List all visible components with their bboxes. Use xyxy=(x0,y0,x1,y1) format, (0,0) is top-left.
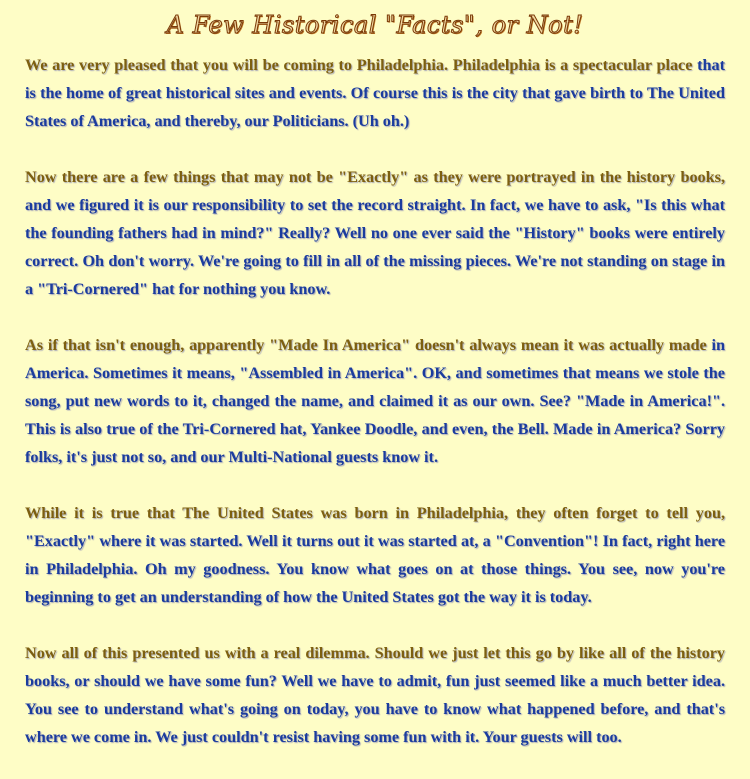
paragraph-rest: and we figured it is our responsibility to set the record straight. In fact, we have to ask, "Is this what the founding fathers had in mind?" Really? Well no one ever said the "History" books were entirely correct. Oh don't worry. We're going to fill in all of the missing pieces. We're not standing on stage in a "Tri-Cornered" hat for nothing you know. xyxy=(25,196,725,298)
paragraph-rest: in America. Sometimes it means, "Assembled in America". OK, and sometimes that means we stole the song, put new words to it, changed the name, and claimed it as our own. See? "Made in America!". This is also true of the Tri-Cornered hat, Yankee Doodle, and even, the Bell. Made in America? Sorry folks, it's just not so, and our Multi-National guests know it. xyxy=(25,336,725,466)
article-body xyxy=(25,51,725,779)
paragraph-lead: While it is true that The United States was born in Philadelphia, they often forget to tell you, xyxy=(25,504,725,522)
paragraph-lead: As if that isn't enough, apparently "Made In America" doesn't always mean it was actually made xyxy=(25,336,707,354)
paragraph-lead: Now there are a few things that may not be "Exactly" as they were portrayed in the history books, xyxy=(25,168,725,186)
page-title: A Few Historical "Facts", or Not! xyxy=(166,11,584,39)
paragraph-rest: books, or should we have some fun? Well we have to admit, fun just seemed like a much better idea. You see to understand what's going on today, you have to know what happened before, and that's where we come in. We just couldn't resist having some fun with it. Your guests will too. xyxy=(25,672,725,746)
paragraph-convention xyxy=(25,499,725,611)
paragraph-rest: "Exactly" where it was started. Well it turns out it was started at, a "Convention"! In fact, right here in Philadelphia. Oh my goodness. You know what goes on at those things. You see, now you're beginning to get an understanding of how the United States got the way it is today. xyxy=(25,532,725,606)
paragraph-dilemma xyxy=(25,639,725,751)
paragraph-lead: We are very pleased that you will be coming to Philadelphia. Philadelphia is a spectacular place xyxy=(25,56,693,74)
paragraph-made-in-america xyxy=(25,331,725,471)
paragraph-rest: that is the home of great historical sites and events. Of course this is the city that gave birth to The United States of America, and thereby, our Politicians. (Uh oh.) xyxy=(25,56,725,130)
paragraph-lead: Now all of this presented us with a real dilemma. Should we just let this go by like all of the history xyxy=(25,644,725,662)
paragraph-intro xyxy=(25,51,725,135)
paragraph-history-books xyxy=(25,163,725,303)
